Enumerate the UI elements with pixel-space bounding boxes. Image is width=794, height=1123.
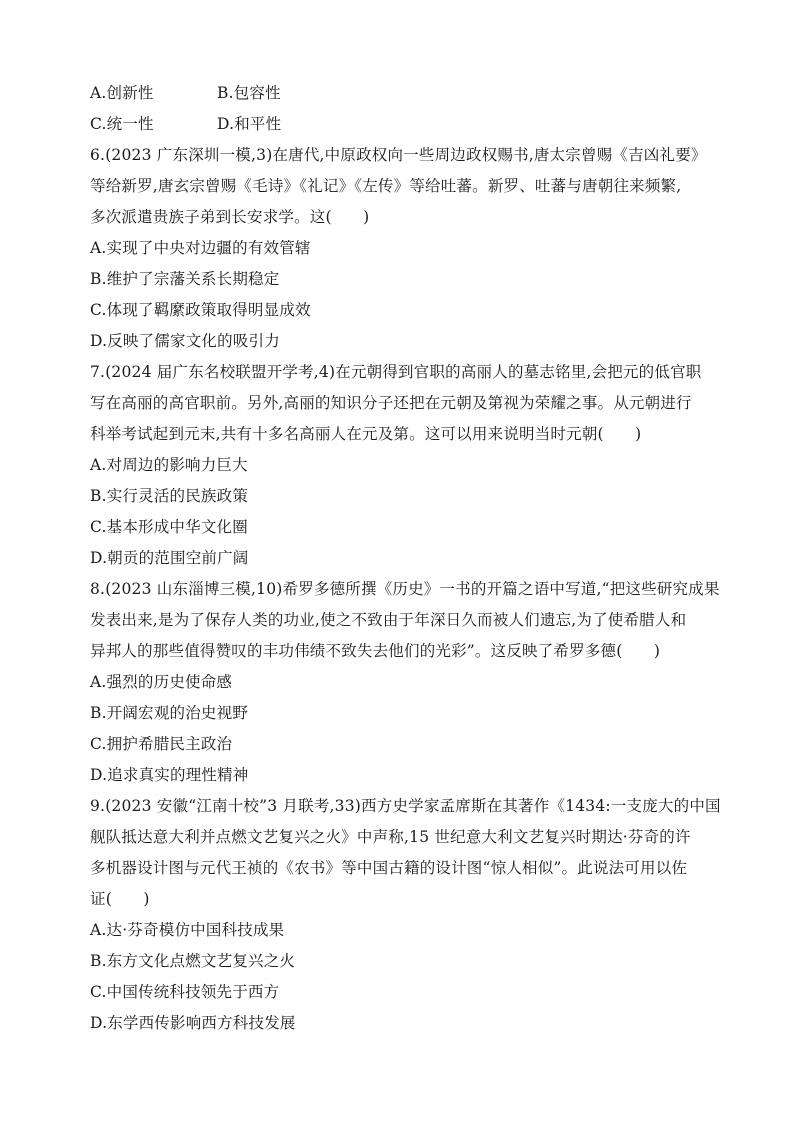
option-c: C.中国传统科技领先于西方 [90,983,280,1001]
option-b: B.东方文化点燃文艺复兴之火 [90,952,296,970]
option-c: C.体现了羁縻政策取得明显成效 [90,301,311,319]
stem-line: 多次派遣贵族子弟到长安求学。这( ) [90,208,370,226]
option-c: C.拥护希腊民主政治 [90,735,233,753]
question-stem [90,574,720,667]
stem-line: 9.(2023 安徽“江南十校”3 月联考,33)西方史学家孟席斯在其著作《1434:一支庞大的中国 [90,797,721,815]
q5-option-d: D.和平性 [217,115,282,133]
question-stem [90,791,721,915]
option-a: A.强烈的历史使命感 [90,673,233,691]
q5-options-row-1 [90,78,710,109]
option-b: B.维护了宗藩关系长期稳定 [90,270,280,288]
question-9 [90,791,721,1039]
question-stem [90,357,710,450]
option-d: D.追求真实的理性精神 [90,766,249,784]
question-6 [90,140,710,357]
stem-line: 8.(2023 山东淄博三模,10)希罗多德所撰《历史》一书的开篇之语中写道,“把这些研究成果 [90,580,720,598]
question-7 [90,357,710,574]
stem-line: 科举考试起到元末,共有十多名高丽人在元及第。这可以用来说明当时元朝( ) [90,425,642,443]
stem-line: 6.(2023 广东深圳一模,3)在唐代,中原政权向一些周边政权赐书,唐太宗曾赐《吉凶礼要》 [90,146,707,164]
q5-option-c: C.统一性 [90,115,154,133]
stem-line: 等给新罗,唐玄宗曾赐《毛诗》《礼记》《左传》等给吐蕃。新罗、吐蕃与唐朝往来频繁, [90,177,682,195]
question-stem [90,140,710,233]
option-d: D.东学西传影响西方科技发展 [90,1014,296,1032]
stem-line: 写在高丽的高官职前。另外,高丽的知识分子还把在元朝及第视为荣耀之事。从元朝进行 [90,394,692,412]
option-a: A.实现了中央对边疆的有效管辖 [90,239,311,257]
stem-line: 多机器设计图与元代王祯的《农书》等中国古籍的设计图“惊人相似”。此说法可用以佐 [90,859,688,877]
q5-options-row-2 [90,109,710,140]
option-b: B.实行灵活的民族政策 [90,487,249,505]
option-d: D.朝贡的范围空前广阔 [90,549,249,567]
stem-line: 7.(2024 届广东名校联盟开学考,4)在元朝得到官职的高丽人的墓志铭里,会把元的低官职 [90,363,702,381]
document-page [90,78,721,1039]
stem-line: 舰队抵达意大利并点燃文艺复兴之火》中声称,15 世纪意大利文艺复兴时期达·芬奇的许 [90,828,691,846]
option-b: B.开阔宏观的治史视野 [90,704,249,722]
option-a: A.达·芬奇模仿中国科技成果 [90,921,285,939]
q5-option-a: A.创新性 [90,84,154,102]
stem-line: 异邦人的那些值得赞叹的丰功伟绩不致失去他们的光彩”。这反映了希罗多德( ) [90,642,661,660]
stem-line: 发表出来,是为了保存人类的功业,使之不致由于年深日久而被人们遗忘,为了使希腊人和 [90,611,687,629]
option-c: C.基本形成中华文化圈 [90,518,248,536]
question-8 [90,574,720,791]
option-a: A.对周边的影响力巨大 [90,456,248,474]
stem-line: 证( ) [90,890,150,908]
q5-option-b: B.包容性 [217,84,281,102]
option-d: D.反映了儒家文化的吸引力 [90,332,280,350]
